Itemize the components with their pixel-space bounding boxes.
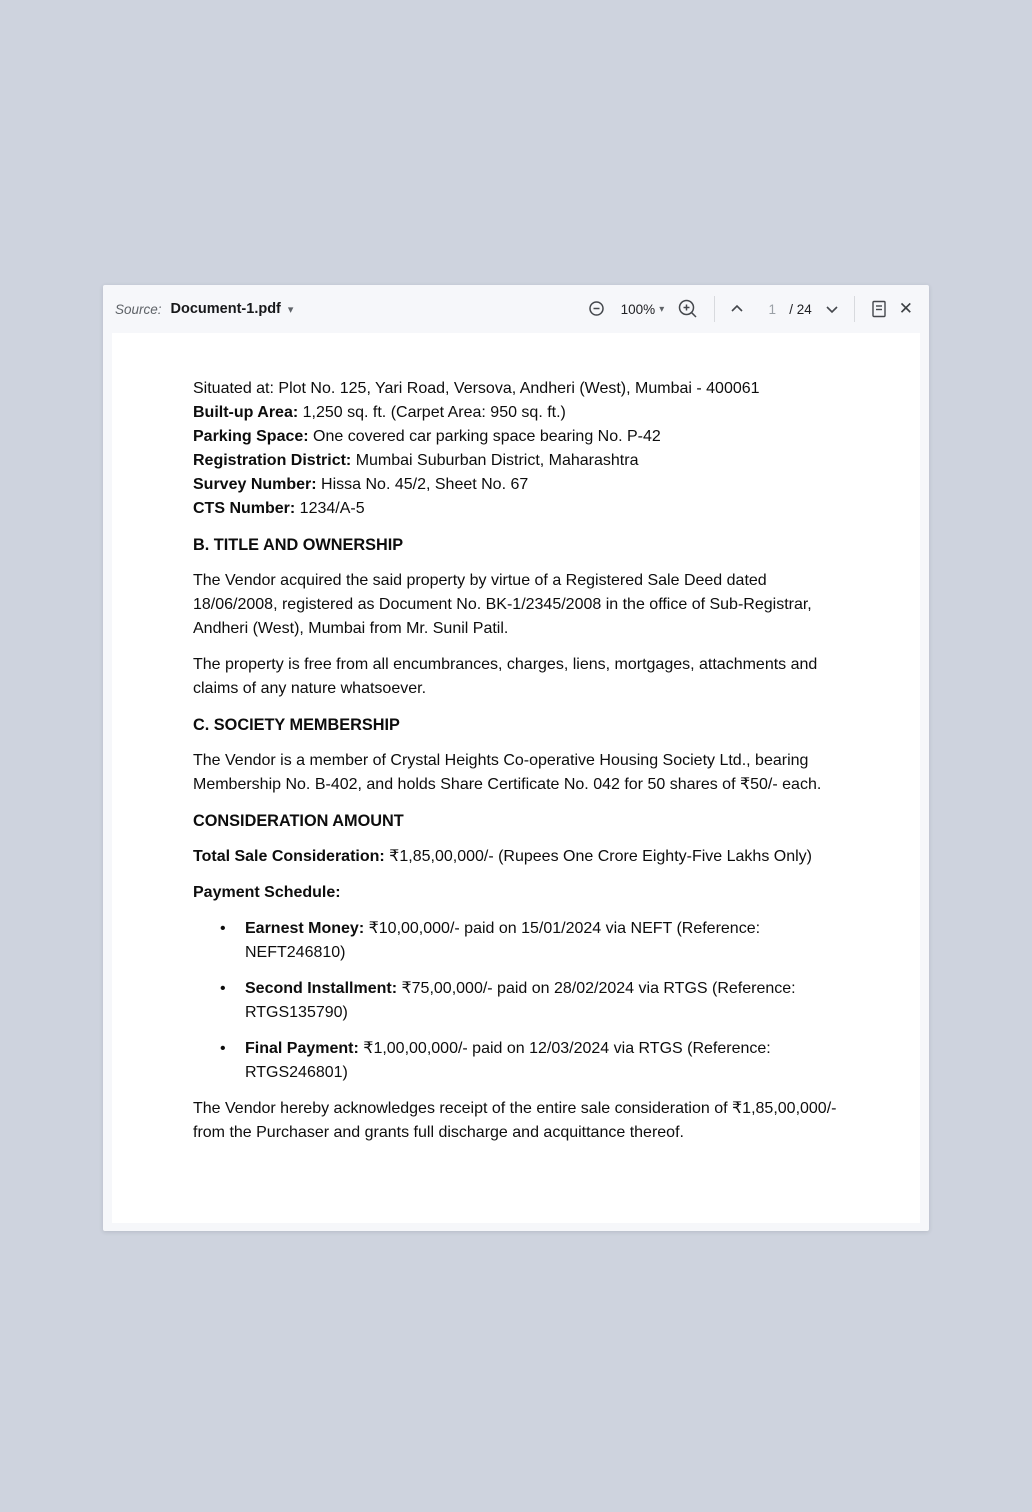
document-page <box>112 333 920 1145</box>
paragraph: The Vendor acquired the said property by virtue of a Registered Sale Deed dated 18/06/2008, registered as Document No. BK-1/2345/2008 in the office of Sub-Registrar, Andheri (West), Mumbai from Mr. Sunil Patil. <box>193 572 812 637</box>
source-group <box>115 301 293 317</box>
section-heading-title-ownership: B. TITLE AND OWNERSHIP <box>193 536 404 554</box>
detail-line: CTS Number: 1234/A-5 <box>193 500 365 517</box>
section-heading-society-membership: C. SOCIETY MEMBERSHIP <box>193 716 400 734</box>
pdf-toolbar <box>103 285 929 333</box>
source-label: Source: <box>115 301 162 317</box>
detail-line: Built-up Area: 1,250 sq. ft. (Carpet Area: 950 sq. ft.) <box>193 404 566 421</box>
detail-line: Parking Space: One covered car parking space bearing No. P-42 <box>193 428 661 445</box>
page-down-icon[interactable] <box>824 301 840 317</box>
total-consideration-line: Total Sale Consideration: ₹1,85,00,000/- (Rupees One Crore Eighty-Five Lakhs Only) <box>193 848 812 865</box>
zoom-dropdown-caret[interactable]: ▾ <box>659 303 665 315</box>
section-heading-consideration: CONSIDERATION AMOUNT <box>193 812 404 830</box>
filename: Document-1.pdf <box>170 301 281 317</box>
detail-line: Situated at: Plot No. 125, Yari Road, Versova, Andheri (West), Mumbai - 400061 <box>193 380 760 397</box>
detail-line: Registration District: Mumbai Suburban District, Maharashtra <box>193 452 639 469</box>
payment-item: • Final Payment: ₹1,00,00,000/- paid on 12/03/2024 via RTGS (Reference: RTGS246801) <box>193 1037 855 1085</box>
payment-item: • Second Installment: ₹75,00,000/- paid on 28/02/2024 via RTGS (Reference: RTGS135790) <box>193 977 855 1025</box>
page-total: / 24 <box>789 301 812 317</box>
page-thumbnail-icon[interactable] <box>869 299 889 319</box>
pdf-viewer-window <box>103 285 929 1231</box>
document-area[interactable] <box>112 333 920 1223</box>
page-number-input[interactable] <box>759 301 785 318</box>
detail-line: Survey Number: Hissa No. 45/2, Sheet No. 67 <box>193 476 529 493</box>
zoom-in-icon[interactable] <box>676 297 700 321</box>
toolbar-divider <box>714 296 715 322</box>
toolbar-controls <box>587 296 913 322</box>
toolbar-divider <box>854 296 855 322</box>
page-up-icon[interactable] <box>729 301 745 317</box>
payment-schedule-label: Payment Schedule: <box>193 884 341 901</box>
filename-dropdown-caret[interactable]: ▾ <box>287 303 294 316</box>
payment-list <box>193 917 855 1085</box>
paragraph: The property is free from all encumbrances, charges, liens, mortgages, attachments and claims of any nature whatsoever. <box>193 656 818 697</box>
closing-paragraph: The Vendor hereby acknowledges receipt of the entire sale consideration of ₹1,85,00,000/- from the Purchaser and grants full discharge and acquittance thereof. <box>193 1100 837 1141</box>
zoom-out-icon[interactable] <box>587 299 607 319</box>
paragraph: The Vendor is a member of Crystal Heights Co-operative Housing Society Ltd., bearing Membership No. B-402, and holds Share Certificate No. 042 for 50 shares of ₹50/- each. <box>193 752 822 793</box>
close-icon[interactable]: ✕ <box>898 299 913 318</box>
zoom-level[interactable]: 100% <box>620 301 656 317</box>
property-details <box>193 377 855 521</box>
payment-item: • Earnest Money: ₹10,00,000/- paid on 15/01/2024 via NEFT (Reference: NEFT246810) <box>193 917 855 965</box>
